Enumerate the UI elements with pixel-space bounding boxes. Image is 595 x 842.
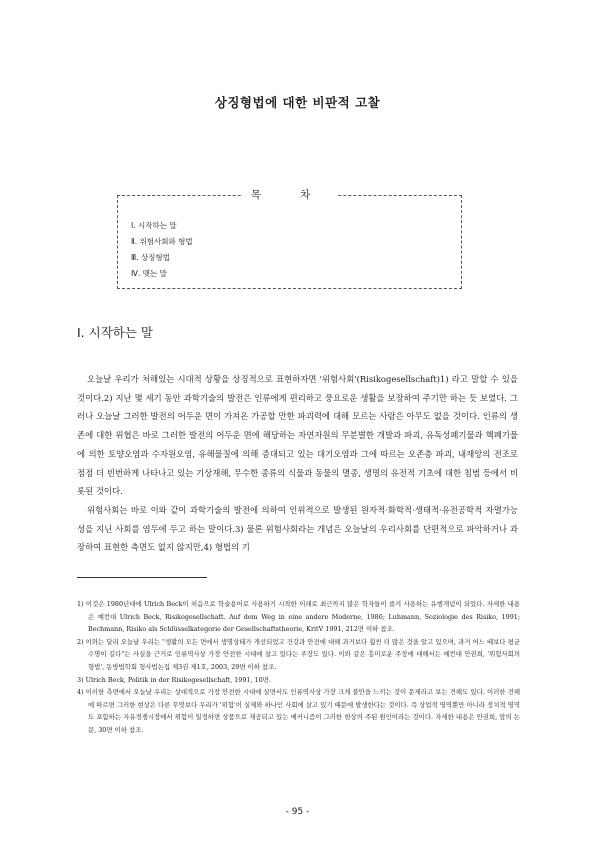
footnote-divider [77,577,207,578]
page-number: - 95 - [285,807,310,817]
paragraph: 위험사회는 바로 이와 같이 과학기술의 발전에 의하여 인위적으로 발생된 원자적·화학적·생태적·유전공학적 자멸가능성을 지닌 사회를 염두에 두고 하는 말이다.3) 물론 위험사회라는 개념은 오늘날의 우리사회를 단편적으로 파악하거나 과장하여 표현한 측면도 없지 않지만,4) 형법의 기 [77,504,518,553]
toc-heading: 목 차 [118,187,461,202]
footnote: 2) 이와는 달리 오늘날 우리는 "생활의 모든 면에서 생명상태가 개선되었고 건강과 안전에 대해 과거보다 훨씬 더 많은 것을 알고 있으며, 과거 어느 때보다 평균수명이 길다"는 사실을 근거로 인류역사상 가장 안전한 시대에 살고 있다는 주장도 있다. 이와 같은 흥미로운 주장에 대해서는 예컨대 안권희, '위험사회의 형법', 동방법학회 형사법논집 제3권 제1호, 2003, 29면 이하 참조. [77,637,520,671]
table-of-contents [117,189,462,289]
toc-list [131,218,193,282]
footnote: 1) 이것은 1980년대에 Ulrich Beck이 처음으로 학술용어로 사용하기 시작한 이래로 최근까지 많은 학자들이 즐겨 사용하는 유행개념이 되었다. 자세한 내용은 예컨대 Ulrich Beck, Risikogesellschaft. Auf dem Weg in eine andere Moderne, 1986; Luhmann, Soziologie des Risiko, 1991; Bechmann, Risiko als Schlüsselkategorie der Gesellschaftstheorie, KritV 1991, 212면 이하 참조. [77,600,520,634]
toc-item: Ⅲ. 상징형법 [131,253,170,262]
footnotes [77,598,520,737]
paragraph: 오늘날 우리가 처해있는 시대적 상황을 상징적으로 표현하자면 '위험사회'(Risikogesellschaft)1) 라고 말할 수 있을 것이다.2) 지난 몇 세기 동안 과학기술의 발전은 인류에게 편리하고 풍요로운 생활을 보장하여 주기만 하는 듯 보였다. 그러나 오늘날 그러한 발전의 어두운 면이 가져온 가공할 만한 파괴력에 대해 모르는 사람은 아무도 없을 것이다. 인류의 생존에 대한 위협은 바로 그러한 발전의 어두운 면에 해당하는 자연자원의 무분별한 개발과 파괴, 유독성폐기물과 핵폐기물에 의한 토양오염과 수자원오염, 유해물질에 의해 증대되고 있는 대기오염과 그에 따르는 오존층 파괴, 내재앙의 전조로 점점 더 빈번하게 나타나고 있는 기상재해, 무수한 종류의 식물과 동물의 멸종, 생명의 유전적 기초에 대한 침범 등에서 비롯된 것이다. [77,374,518,497]
toc-item: Ⅱ. 위험사회와 형법 [131,237,193,246]
body-text [77,370,518,557]
toc-item: Ⅰ. 시작하는 말 [131,221,177,230]
footnote: 3) Ulrich Beck, Politik in der Risikogesellschaft, 1991, 10면. [77,675,271,684]
toc-item: Ⅳ. 맺는 말 [131,269,167,278]
document-title: 상징형법에 대한 비판적 고찰 [214,95,381,110]
footnote: 4) 이러한 측면에서 오늘날 우리는 상대적으로 가장 안전한 시대에 살면서도 인류역사상 가장 크게 불안을 느끼는 것이 문제라고 보는 견해도 있다. 이러한 견해에 따르면 그러한 현상은 다른 무엇보다 우리가 '위험'이 실제와 하나인 사회에 살고 있기 때문에 발생한다는 것이다. 즉 상업적 영역뿐만 아니라 정치적 영역도 포함하는 자유경쟁시장에서 위험이 일정하면 상품으로 제공되고 있는 메커니즘이 그러한 현상의 주된 원인이라는 것이다. 자세한 내용은 안권희, 앞의 논문, 30면 이하 참조. [77,688,520,734]
section-heading: Ⅰ. 시작하는 말 [77,325,153,340]
